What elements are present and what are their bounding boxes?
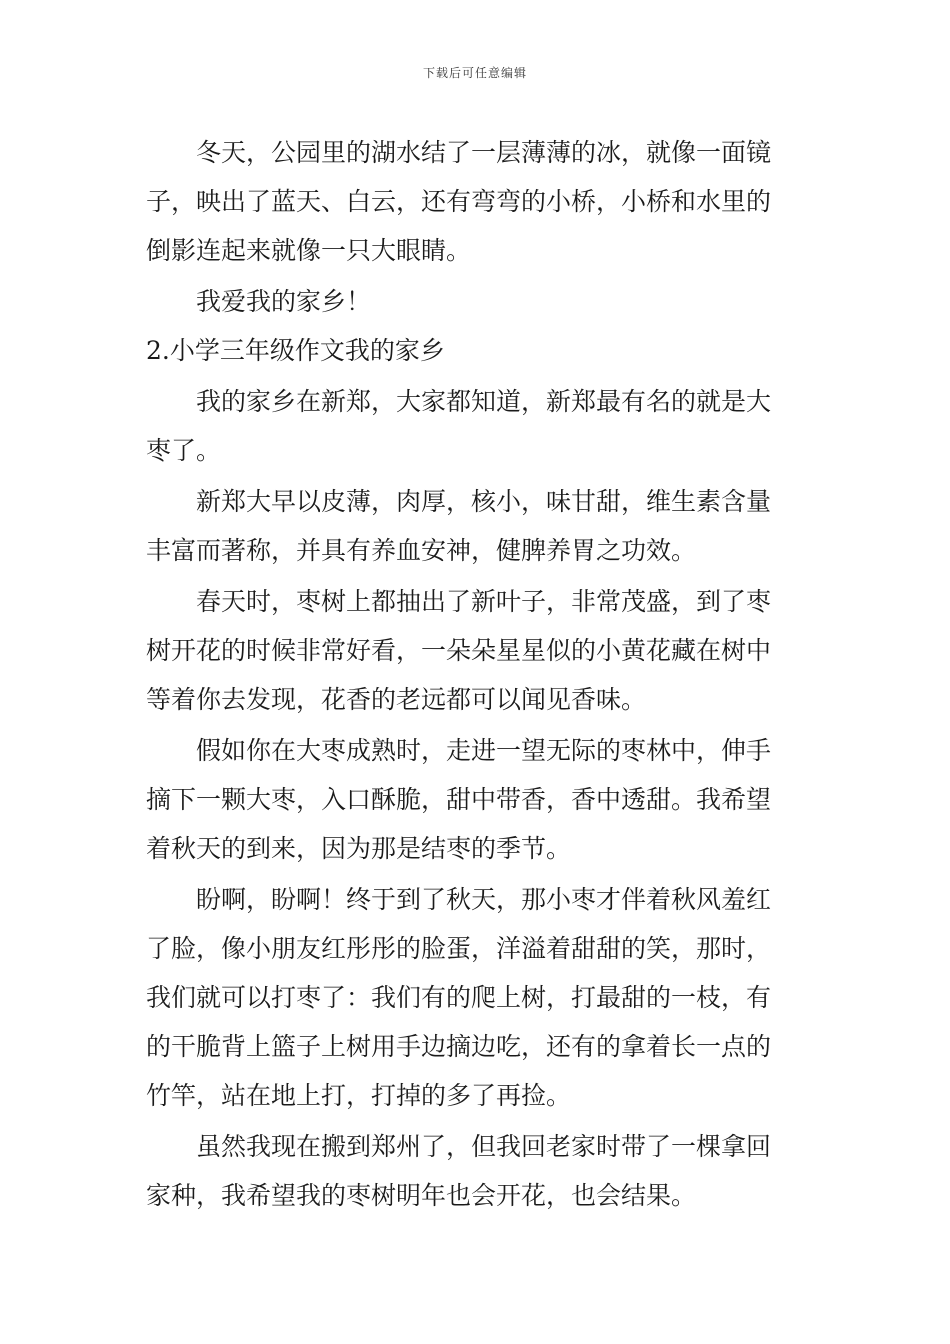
text-line: 我们就可以打枣了：我们有的爬上树，打最甜的一枝，有 (146, 983, 772, 1012)
paragraph-autumn (146, 875, 808, 1120)
paragraph-harvest (146, 726, 808, 873)
text-line: 子，映出了蓝天、白云，还有弯弯的小桥，小桥和水里的 (146, 187, 772, 216)
text-line: 倒影连起来就像一只大眼睛。 (146, 236, 472, 265)
text-line: 我的家乡在新郑，大家都知道，新郑最有名的就是大 (196, 387, 772, 416)
text-line: 春天时，枣树上都抽出了新叶子，非常茂盛，到了枣 (196, 587, 772, 616)
text-line: 冬天，公园里的湖水结了一层薄薄的冰，就像一面镜 (196, 138, 772, 167)
paragraph-love-hometown (146, 277, 808, 326)
text-line: 了脸，像小朋友红彤彤的脸蛋，洋溢着甜甜的笑，那时， (146, 934, 772, 963)
document-body (146, 128, 808, 1220)
paragraph-spring (146, 577, 808, 724)
section-title: 2.小学三年级作文我的家乡 (146, 336, 445, 365)
paragraph-dates-features (146, 477, 808, 575)
paragraph-conclusion (146, 1122, 808, 1220)
text-line: 我爱我的家乡！ (196, 287, 372, 316)
paragraph-winter-lake (146, 128, 808, 275)
text-line: 虽然我现在搬到郑州了，但我回老家时带了一棵拿回 (196, 1132, 772, 1161)
text-line: 盼啊，盼啊！终于到了秋天，那小枣才伴着秋风羞红 (196, 885, 772, 914)
paragraph-intro (146, 377, 808, 475)
text-line: 新郑大早以皮薄，肉厚，核小，味甘甜，维生素含量 (196, 487, 772, 516)
page-header: 下载后可任意编辑 (422, 66, 527, 80)
text-line: 着秋天的到来，因为那是结枣的季节。 (146, 834, 572, 863)
text-line: 摘下一颗大枣，入口酥脆，甜中带香，香中透甜。我希望 (146, 785, 772, 814)
text-line: 的干脆背上篮子上树用手边摘边吃，还有的拿着长一点的 (146, 1032, 772, 1061)
text-line: 树开花的时候非常好看，一朵朵星星似的小黄花藏在树中 (146, 636, 772, 665)
text-line: 丰富而著称，并具有养血安神，健脾养胃之功效。 (146, 536, 697, 565)
essay-heading (146, 326, 808, 375)
text-line: 竹竿，站在地上打，打掉的多了再捡。 (146, 1081, 572, 1110)
text-line: 家种，我希望我的枣树明年也会开花，也会结果。 (146, 1181, 697, 1210)
text-line: 等着你去发现，花香的老远都可以闻见香味。 (146, 685, 647, 714)
text-line: 枣了。 (146, 436, 222, 465)
text-line: 假如你在大枣成熟时，走进一望无际的枣林中，伸手 (196, 736, 772, 765)
